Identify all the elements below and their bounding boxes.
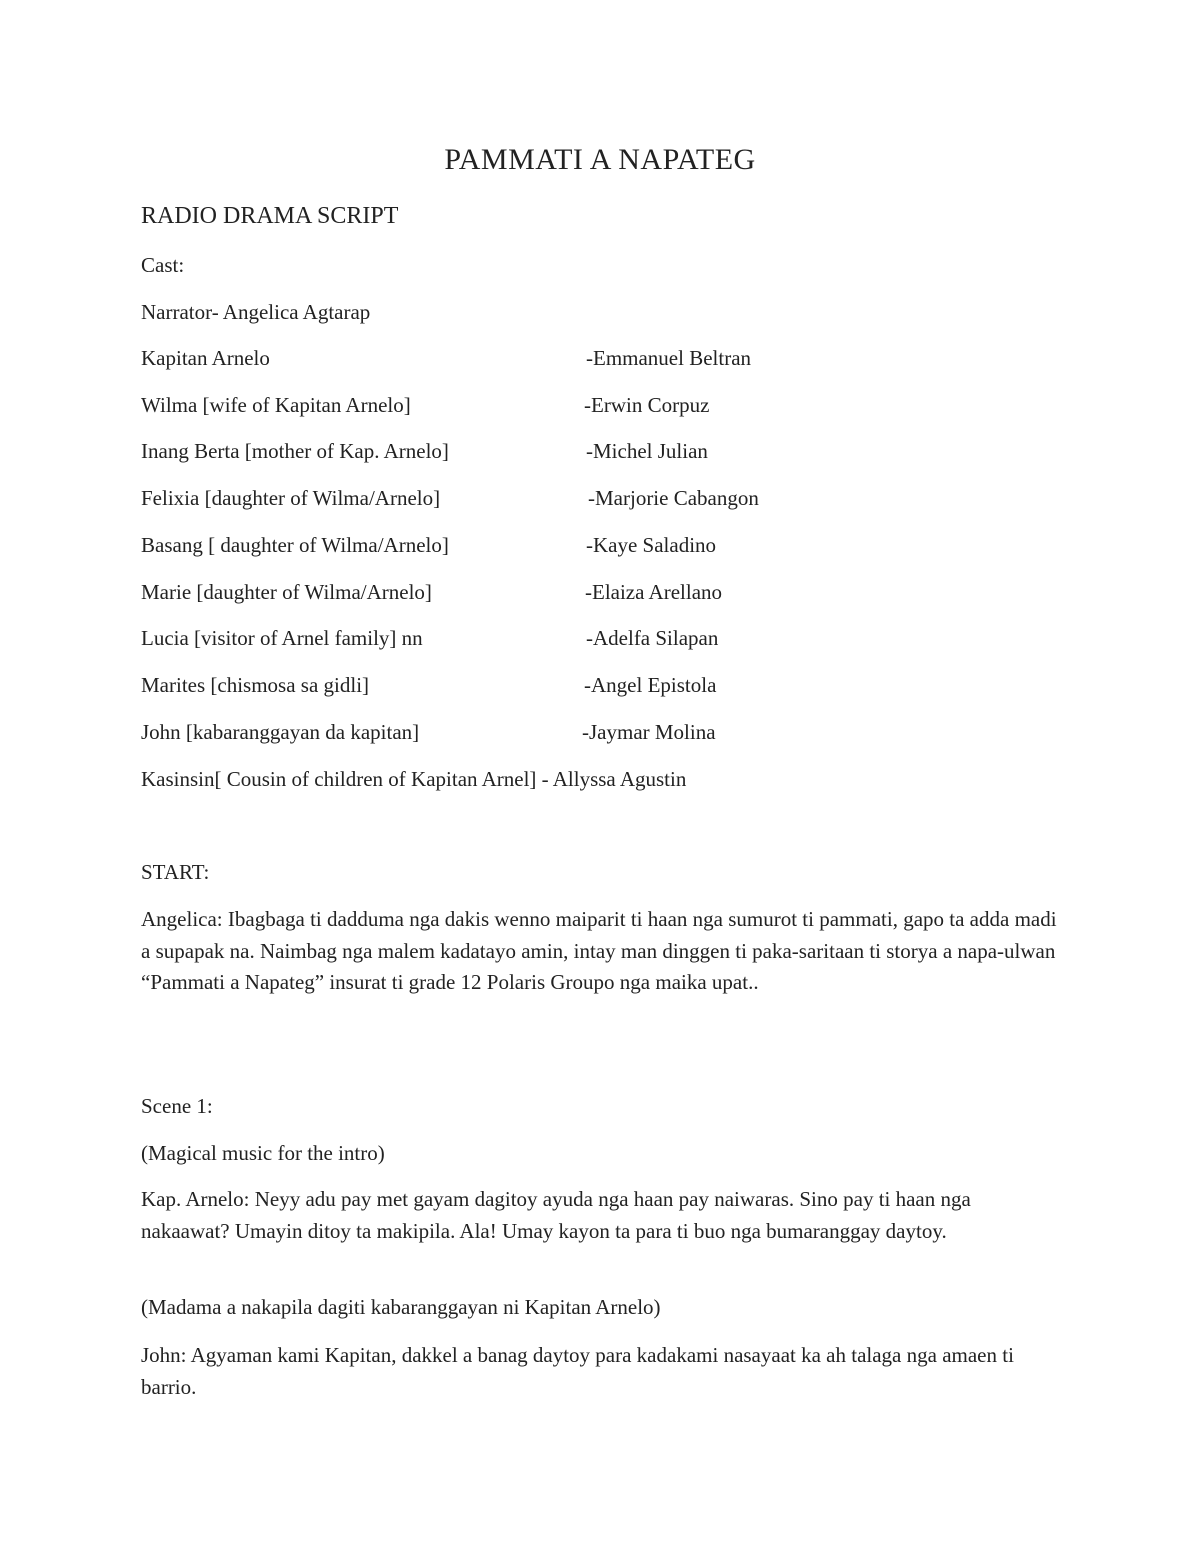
cast-role: Lucia [visitor of Arnel family] nn	[141, 626, 423, 650]
narrator-line: Narrator- Angelica Agtarap	[141, 300, 371, 324]
cast-actor: -Marjorie Cabangon	[588, 486, 759, 510]
cast-role: Wilma [wife of Kapitan Arnelo]	[141, 393, 411, 417]
document-subtitle: RADIO DRAMA SCRIPT	[141, 203, 399, 229]
dialogue-paragraph: John: Agyaman kami Kapitan, dakkel a banag daytoy para kadakami nasayaat ka ah talaga nga amaen ti barrio.	[141, 1343, 1014, 1399]
intro-paragraph: Angelica: Ibagbaga ti dadduma nga dakis wenno maiparit ti haan nga sumurot ti pammati, gapo ta adda madi a supapak na. Naimbag nga malem kadatayo amin, intay man dinggen ti paka-saritaan ti storya a napa-ulwan “Pammati a Napateg” insurat ti grade 12 Polaris Groupo nga maika upat..	[141, 907, 1057, 994]
cast-actor: -Angel Epistola	[584, 673, 717, 697]
cast-actor: -Elaiza Arellano	[585, 580, 723, 604]
cast-role: Basang [ daughter of Wilma/Arnelo]	[141, 533, 449, 557]
cast-actor: -Michel Julian	[586, 439, 708, 463]
cast-role: Marie [daughter of Wilma/Arnelo]	[141, 580, 432, 604]
cast-actor: -Emmanuel Beltran	[586, 346, 752, 370]
cast-role: Inang Berta [mother of Kap. Arnelo]	[141, 439, 449, 463]
cast-actor: -Jaymar Molina	[582, 720, 716, 744]
cast-role: John [kabaranggayan da kapitan]	[141, 720, 420, 744]
cast-heading: Cast:	[141, 253, 185, 277]
cast-actor: -Kaye Saladino	[586, 533, 717, 557]
dialogue-paragraph: Kap. Arnelo: Neyy adu pay met gayam dagitoy ayuda nga haan pay naiwaras. Sino pay ti haan nga nakaawat? Umayin ditoy ta makipila. Ala! Umay kayon ta para ti buo nga bumaranggay daytoy.	[141, 1187, 971, 1243]
cast-role: Kapitan Arnelo	[141, 346, 270, 370]
cast-role: Marites [chismosa sa gidli]	[141, 673, 370, 697]
start-heading: START:	[141, 860, 210, 884]
cast-last-line: Kasinsin[ Cousin of children of Kapitan Arnel] - Allyssa Agustin	[141, 767, 687, 791]
scene-heading: Scene 1:	[141, 1094, 213, 1118]
stage-direction: (Madama a nakapila dagiti kabaranggayan ni Kapitan Arnelo)	[141, 1295, 661, 1319]
cast-role: Felixia [daughter of Wilma/Arnelo]	[141, 486, 441, 510]
cast-actor: -Erwin Corpuz	[584, 393, 710, 417]
cast-actor: -Adelfa Silapan	[586, 626, 719, 650]
stage-direction: (Magical music for the intro)	[141, 1141, 385, 1165]
document-title: PAMMATI A NAPATEG	[444, 143, 756, 176]
